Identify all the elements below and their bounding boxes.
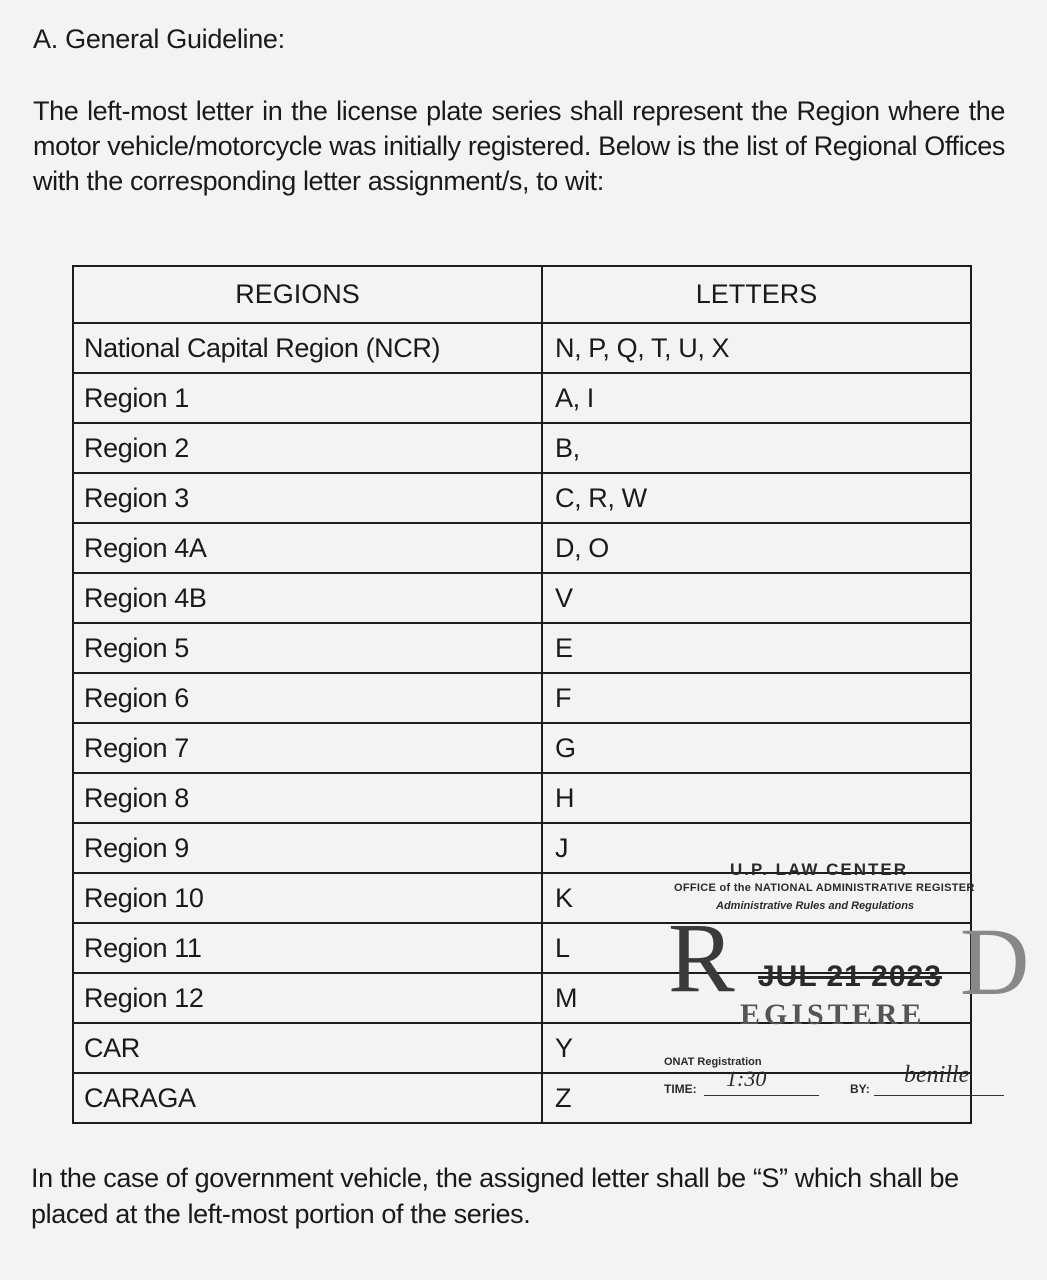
letters-cell: Z [542, 1073, 971, 1123]
letters-cell: J [542, 823, 971, 873]
table-row [73, 523, 971, 573]
letters-cell: H [542, 773, 971, 823]
region-cell: CAR [73, 1023, 542, 1073]
table-row [73, 623, 971, 673]
stamp-time-handwriting: 1:30 [726, 1066, 767, 1091]
region-cell: Region 11 [73, 923, 542, 973]
letters-cell: M [542, 973, 971, 1023]
stamp-signature: benille [904, 1062, 970, 1088]
letters-cell: F [542, 673, 971, 723]
table-row [73, 473, 971, 523]
stamp-date: JUL 21 2023 [758, 960, 942, 993]
letters-cell: E [542, 623, 971, 673]
footer-paragraph: In the case of government vehicle, the assigned letter shall be “S” which shall be placed at the left-most portion of the series. [31, 1163, 959, 1229]
letters-cell: N, P, Q, T, U, X [542, 323, 971, 373]
letters-cell: G [542, 723, 971, 773]
table-row [73, 773, 971, 823]
region-cell: Region 10 [73, 873, 542, 923]
table-row [73, 723, 971, 773]
stamp-org: U.P. LAW CENTER [730, 860, 908, 879]
stamp-registered-mark: EGISTERE [740, 998, 926, 1031]
stamp-office: OFFICE of the NATIONAL ADMINISTRATIVE REGISTER [674, 882, 975, 894]
section-heading: A. General Guideline: [33, 24, 285, 54]
stamp-time-line [704, 1095, 819, 1096]
letters-cell: D, O [542, 523, 971, 573]
intro-paragraph: The left-most letter in the license plate series shall represent the Region where the motor vehicle/motorcycle was initially registered. Below is the list of Regional Offices with the corresponding letter assignment/s, to wit: [33, 96, 1005, 196]
region-cell: Region 6 [73, 673, 542, 723]
region-cell: Region 1 [73, 373, 542, 423]
region-cell: Region 3 [73, 473, 542, 523]
stamp-time-label: TIME: [664, 1082, 697, 1096]
letters-cell: B, [542, 423, 971, 473]
region-cell: Region 8 [73, 773, 542, 823]
region-cell: Region 4B [73, 573, 542, 623]
letters-column-header: LETTERS [542, 266, 971, 323]
letters-cell: K [542, 873, 971, 923]
table-row [73, 373, 971, 423]
region-cell: Region 12 [73, 973, 542, 1023]
stamp-by-label: BY: [850, 1082, 870, 1096]
table-row [73, 323, 971, 373]
table-row [73, 573, 971, 623]
regions-column-header: REGIONS [73, 266, 542, 323]
stamp-oat-label: ONAT Registration [664, 1056, 762, 1068]
letters-cell: C, R, W [542, 473, 971, 523]
letters-cell: Y [542, 1023, 971, 1073]
stamp-by-line [874, 1095, 1004, 1096]
region-cell: Region 4A [73, 523, 542, 573]
region-cell: Region 2 [73, 423, 542, 473]
table-row [73, 673, 971, 723]
letters-cell: V [542, 573, 971, 623]
region-cell: CARAGA [73, 1073, 542, 1123]
registration-stamp [660, 860, 1030, 1110]
stamp-letter-d: D [960, 908, 1030, 1015]
stamp-subtitle: Administrative Rules and Regulations [716, 900, 915, 912]
letters-cell: L [542, 923, 971, 973]
region-cell: National Capital Region (NCR) [73, 323, 542, 373]
region-cell: Region 7 [73, 723, 542, 773]
stamp-letter-r: R [668, 902, 735, 1013]
letters-cell: A, I [542, 373, 971, 423]
table-row [73, 423, 971, 473]
table-header-row [73, 266, 971, 323]
region-cell: Region 5 [73, 623, 542, 673]
region-cell: Region 9 [73, 823, 542, 873]
